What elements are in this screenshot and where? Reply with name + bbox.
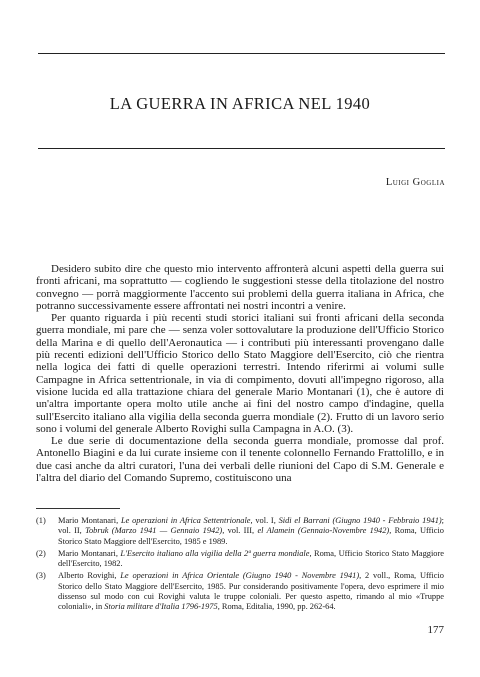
footnote-title: el Alamein (Gennaio-Novembre 1942) (257, 526, 390, 536)
footnote-text: , Roma, Editalia, 1990, pp. 262-64. (217, 602, 336, 612)
footnote (36, 549, 444, 570)
footnote-author: Mario Montanari, (58, 548, 121, 558)
footnote-number: (2) (36, 548, 46, 558)
footnote-number: (1) (36, 516, 46, 525)
footnote (36, 516, 444, 547)
footnote-text: ; vol. II, (58, 516, 444, 536)
footnote-title: Le operazioni in Africa Settentrionale (120, 516, 251, 525)
footnote-text: , vol. I, (250, 516, 279, 525)
paragraph: Desidero subito dire che questo mio intervento affronterà alcuni aspetti della guerra sui fronti africani, ma soprattutto — cogliendo le suggestioni stesse della titolazione del nostro convegno — porrà maggiormente l'accento sui problemi della guerra italiana in Africa, che potranno successivamente essere affrontati nei nostri incontri a venire. (36, 263, 444, 312)
top-rule (38, 53, 445, 54)
footnote-author: Alberto Rovighi, (58, 571, 121, 581)
footnote-title: Le operazioni in Africa Orientale (Giugno 1940 - Novembre 1941) (120, 571, 360, 581)
footnote-title: L'Esercito italiano alla vigilia della 2ª guerra mondiale (120, 548, 310, 558)
footnote-number: (3) (36, 571, 46, 581)
article-body (36, 263, 444, 484)
footnote-text: , Roma, Ufficio Storico Stato Maggiore dell'Esercito, 1982. (58, 548, 444, 569)
footnote-rule (36, 508, 120, 509)
footnote (36, 571, 444, 612)
footnote-title: Tobruk (Marzo 1941 — Gennaio 1942) (85, 526, 223, 536)
footnote-text: , vol. III, (222, 526, 258, 536)
author-name: Luigi Goglia (385, 177, 445, 188)
article-title: LA GUERRA IN AFRICA NEL 1940 (109, 94, 371, 113)
title-rule (38, 148, 445, 149)
footnote-text: , 2 voll., Roma, Ufficio Storico dello Stato Maggiore dell'Esercito, 1985. Pur considerando positivamente l'opera, devo esprimere il mio dissenso sul modo con cui Rovighi valuta le truppe coloniali. Per questo aspetto, rimando al mio «Truppe coloniali», in (58, 571, 444, 612)
paragraph: Per quanto riguarda i più recenti studi storici italiani sui fronti africani della seconda guerra mondiale, mi pare che — senza voler sottovalutare la produzione dell'Ufficio Storico della Marina e di quello dell'Aeronautica — i contributi più interessanti provengano dalle più recenti edizioni dell'Ufficio Storico dello Stato Maggiore dell'Esercito, ciò che rientra nella logica dei fatti di quelle operazioni terrestri. Intendo riferirmi ai volumi sulle Campagne in Africa settentrionale, in via di compimento, dovuti all'impegno rigoroso, alla visione lucida ed alla trattazione chiara del generale Mario Montanari (1), che è autore di un'altra importante opera molto utile anche ai fini del nostro campo d'indagine, quella sull'Esercito italiano alla vigilia della seconda guerra mondiale (2). Frutto di un lavoro serio sono i volumi del generale Alberto Rovighi sulla Campagna in A.O. (3). (36, 312, 444, 435)
footnotes (36, 516, 444, 615)
footnote-author: Mario Montanari, (58, 516, 121, 525)
page-number: 177 (427, 624, 444, 636)
paragraph: Le due serie di documentazione della seconda guerra mondiale, promosse dal prof. Antonello Biagini e da lui curate insieme con il tenente colonnello Fernando Frattolillo, e in due casi anche da altri curatori, l'una dei verbali delle riunioni del Capo di S.M. Generale e l'altra del diario del Comando Supremo, costituiscono una (36, 435, 444, 485)
footnote-text: , Roma, Ufficio Storico Stato Maggiore dell'Esercito, 1985 e 1989. (58, 526, 444, 546)
footnote-title: Sidi el Barrani (Giugno 1940 - Febbraio 1941) (278, 516, 442, 525)
footnote-title: Storia militare d'Italia 1796-1975 (104, 602, 218, 612)
